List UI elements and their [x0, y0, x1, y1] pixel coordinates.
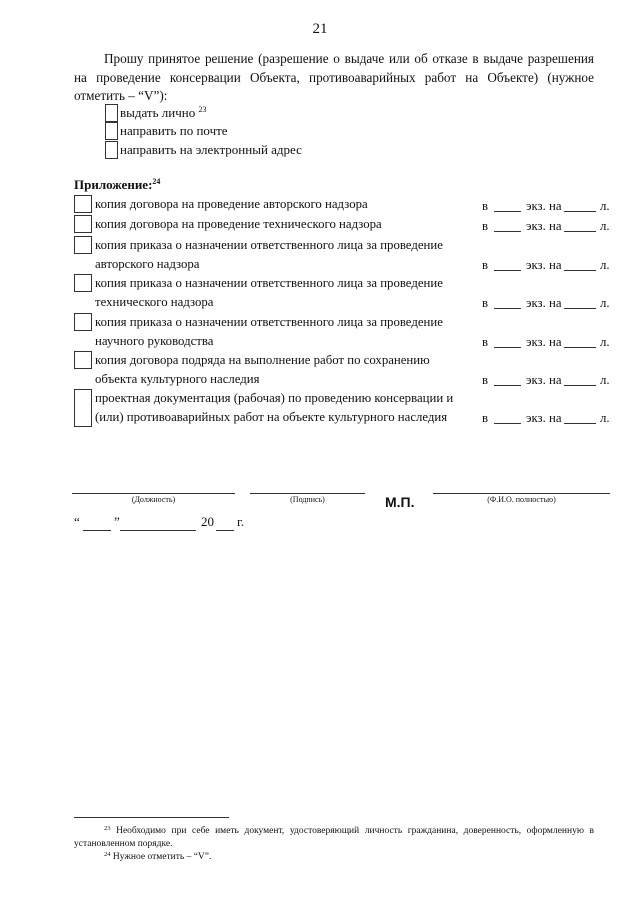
- close-quote: ”: [114, 514, 120, 529]
- copies-label: экз. на: [526, 335, 562, 349]
- name-caption: (Ф.И.О. полностью): [487, 495, 556, 504]
- position-line[interactable]: [72, 493, 235, 494]
- attachment-item: [74, 313, 608, 351]
- signature-caption: (Подпись): [290, 495, 325, 504]
- in-label: в: [482, 199, 489, 213]
- pages-field[interactable]: [564, 217, 596, 232]
- in-label: в: [482, 411, 489, 425]
- footnote-ref: 23: [198, 105, 207, 114]
- copies-field[interactable]: [494, 294, 521, 309]
- checkbox[interactable]: [74, 351, 92, 369]
- footnote: [74, 851, 594, 864]
- attachment-item: [74, 274, 608, 312]
- attachment-item: [74, 215, 608, 235]
- checkbox[interactable]: [74, 313, 92, 331]
- option-label: выдать лично: [120, 105, 196, 120]
- day-field[interactable]: [83, 514, 111, 531]
- attachment-text: проектная документация (рабочая) по проведению консервации и (или) противоаварийных работ на объекте культурного наследия: [95, 391, 454, 424]
- attachment-item: [74, 351, 608, 389]
- footnote-divider: [74, 817, 229, 818]
- checkbox[interactable]: [74, 274, 92, 292]
- copies-label: экз. на: [526, 296, 562, 310]
- copies-field[interactable]: [494, 371, 521, 386]
- page-number: 21: [312, 21, 328, 37]
- copies-field[interactable]: [494, 197, 521, 212]
- in-label: в: [482, 373, 489, 387]
- copies-label: экз. на: [526, 199, 562, 213]
- attachment-text: копия договора на проведение авторского надзора: [95, 197, 368, 211]
- attachment-text: копия приказа о назначении ответственного лица за проведение технического надзора: [95, 276, 443, 309]
- copies-label: экз. на: [526, 373, 562, 387]
- request-text: Прошу принятое решение (разрешение о выдаче или об отказе в выдаче разрешения на проведение консервации Объекта, противоаварийных работ на Объекте) (нужное отметить – “V”):: [74, 51, 594, 103]
- copies-label: экз. на: [526, 258, 562, 272]
- month-field[interactable]: [120, 514, 196, 531]
- copies-field[interactable]: [494, 217, 521, 232]
- option-label: направить по почте: [120, 123, 228, 138]
- pages-field[interactable]: [564, 256, 596, 271]
- footnote-number: 24: [104, 851, 111, 858]
- year-suffix: г.: [237, 514, 245, 529]
- copies-label: экз. на: [526, 219, 562, 233]
- in-label: в: [482, 219, 489, 233]
- in-label: в: [482, 335, 489, 349]
- attachments-heading-text: Приложение:: [74, 177, 153, 192]
- in-label: в: [482, 296, 489, 310]
- copies-label: экз. на: [526, 411, 562, 425]
- checkbox[interactable]: [74, 389, 92, 427]
- year-prefix: 20: [201, 514, 214, 529]
- year-field[interactable]: [216, 514, 234, 531]
- pages-field[interactable]: [564, 409, 596, 424]
- signature-line[interactable]: [250, 493, 365, 494]
- attachment-text: копия договора подряда на выполнение работ по сохранению объекта культурного наследия: [95, 353, 430, 386]
- attachments-heading: [74, 177, 160, 193]
- pages-field[interactable]: [564, 333, 596, 348]
- pages-field[interactable]: [564, 197, 596, 212]
- in-label: в: [482, 258, 489, 272]
- position-caption: (Должность): [131, 495, 176, 504]
- checkbox[interactable]: [105, 104, 118, 122]
- attachment-text: копия приказа о назначении ответственного лица за проведение авторского надзора: [95, 238, 443, 271]
- attachment-item: [74, 389, 608, 427]
- stamp-label: М.П.: [385, 494, 415, 510]
- pages-label: л.: [600, 373, 610, 387]
- pages-label: л.: [600, 296, 610, 310]
- checkbox[interactable]: [105, 141, 118, 159]
- attachment-text: копия договора на проведение технического надзора: [95, 217, 382, 231]
- name-line[interactable]: [433, 493, 610, 494]
- request-paragraph: [74, 50, 594, 106]
- pages-field[interactable]: [564, 294, 596, 309]
- checkbox[interactable]: [74, 195, 92, 213]
- pages-label: л.: [600, 219, 610, 233]
- footnote-text: Нужное отметить – “V”.: [112, 852, 212, 862]
- attachment-item: [74, 195, 608, 215]
- pages-label: л.: [600, 411, 610, 425]
- attachment-item: [74, 236, 608, 274]
- footnote-number: 23: [104, 825, 111, 832]
- copies-field[interactable]: [494, 333, 521, 348]
- copies-field[interactable]: [494, 256, 521, 271]
- checkbox[interactable]: [74, 215, 92, 233]
- pages-label: л.: [600, 335, 610, 349]
- open-quote: “: [74, 514, 80, 529]
- pages-label: л.: [600, 199, 610, 213]
- checkbox[interactable]: [74, 236, 92, 254]
- pages-label: л.: [600, 258, 610, 272]
- footnote: [74, 825, 594, 851]
- copies-field[interactable]: [494, 409, 521, 424]
- footnote-text: Необходимо при себе иметь документ, удостоверяющий личность гражданина, доверенность, оформленную в установленном порядке.: [74, 826, 594, 849]
- footnote-ref: 24: [152, 177, 161, 186]
- pages-field[interactable]: [564, 371, 596, 386]
- checkbox[interactable]: [105, 122, 118, 140]
- option-label: направить на электронный адрес: [120, 142, 302, 157]
- attachment-text: копия приказа о назначении ответственного лица за проведение научного руководства: [95, 315, 443, 348]
